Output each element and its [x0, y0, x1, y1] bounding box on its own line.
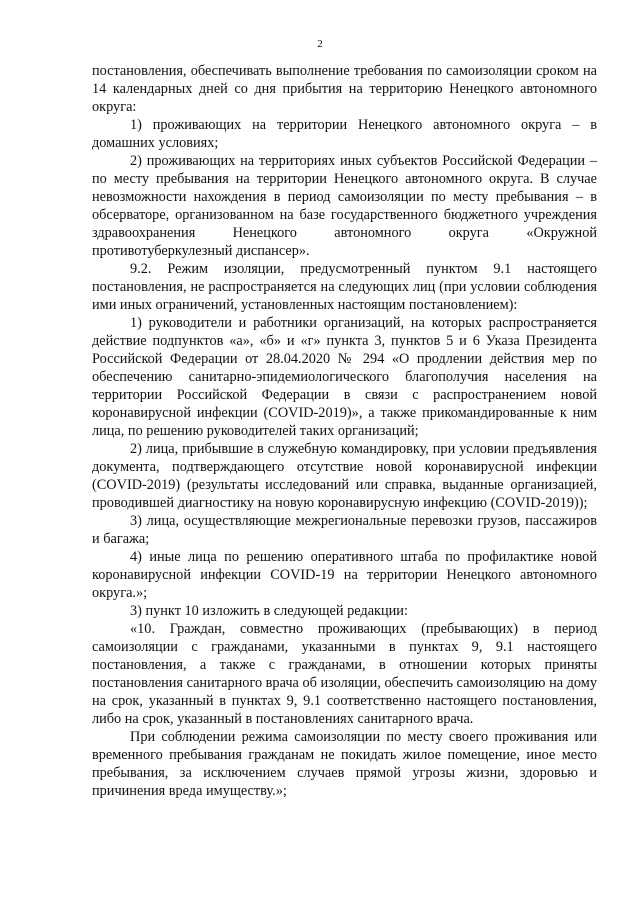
- document-body: [92, 62, 597, 800]
- paragraph: 4) иные лица по решению оперативного штаба по профилактике новой коронавирусной инфекции COVID-19 на территории Ненецкого автономного округа.»;: [92, 549, 597, 601]
- paragraph: 2) лица, прибывшие в служебную командировку, при условии предъявления документа, подтверждающего отсутствие новой коронавирусной инфекции (COVID-2019) (результаты исследований или справка, выданные организацией, проводившей диагностику на новую коронавирусную инфекцию (COVID-2019));: [92, 441, 597, 511]
- paragraph: 1) руководители и работники организаций, на которых распространяется действие подпунктов «а», «б» и «г» пункта 3, пунктов 5 и 6 Указа Президента Российской Федерации от 28.04.2020 № 294 «О продлении действия мер по обеспечению санитарно-эпидемиологического благополучия населения на территории Российской Федерации в связи с распространением новой коронавирусной инфекции (COVID-2019)», а также прикомандированные к ним лица, по решению руководителей таких организаций;: [92, 315, 597, 439]
- paragraph: 9.2. Режим изоляции, предусмотренный пунктом 9.1 настоящего постановления, не распространяется на следующих лиц (при условии соблюдения ими иных ограничений, установленных настоящим постановлением):: [92, 261, 597, 313]
- paragraph: 3) пункт 10 изложить в следующей редакции:: [130, 603, 408, 619]
- paragraph: 3) лица, осуществляющие межрегиональные перевозки грузов, пассажиров и багажа;: [92, 513, 597, 547]
- paragraph: постановления, обеспечивать выполнение требования по самоизоляции сроком на 14 календарных дней со дня прибытия на территорию Ненецкого автономного округа:: [92, 63, 597, 115]
- paragraph: «10. Граждан, совместно проживающих (пребывающих) в период самоизоляции с гражданами, указанными в пунктах 9, 9.1 настоящего постановления, а также с гражданами, в отношении которых приняты постановления санитарного врача об изоляции, обеспечить самоизоляцию на дому на срок, указанный в пунктах 9, 9.1 соответственно настоящего постановления, либо на срок, указанный в постановлениях санитарного врача.: [92, 621, 597, 727]
- paragraph: 1) проживающих на территории Ненецкого автономного округа – в домашних условиях;: [92, 117, 597, 151]
- paragraph: 2) проживающих на территориях иных субъектов Российской Федерации – по месту пребывания на территории Ненецкого автономного округа. В случае невозможности нахождения в период самоизоляции по месту пребывания – в обсерваторе, организованном на базе государственного бюджетного учреждения здравоохранения Ненецкого автономного округа «Окружной противотуберкулезный диспансер».: [92, 153, 597, 259]
- paragraph: При соблюдении режима самоизоляции по месту своего проживания или временного пребывания гражданам не покидать жилое помещение, иное место пребывания, за исключением случаев прямой угрозы жизни, здоровью и причинения вреда имуществу.»;: [92, 729, 597, 799]
- page-number: 2: [317, 38, 323, 50]
